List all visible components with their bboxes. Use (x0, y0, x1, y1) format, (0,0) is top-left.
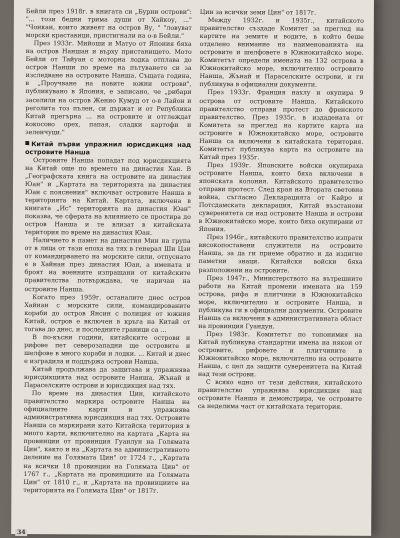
right-column (197, 9, 364, 522)
section-heading-text: Китай първи упражнил юрисдикция над островите Нанша (25, 139, 192, 157)
paragraph: През 1933г. Франция нахлу и окупира 9 острова от островите Нанша. Китайското правителство отправи протест до френското правителство. През 1935г. в издадената от Комитета за преглед на картите карта на островите в Южнокитайско море, островите Нанша са включени в китайската територия. Комитетът публикува карта на островите на Китай през 1935г. (199, 89, 364, 162)
bullet-square-icon (25, 141, 29, 145)
left-column (23, 8, 192, 514)
paragraph: През 1983г. Комитетът по топонимия на Китай публикува стандартни имена на някои от островите, рифовете и плитчините в Южнокитайско море, включително на островите Нанша, с цел да защити суверенитета на Китай над тези острови. (197, 330, 363, 379)
paragraph: С всяко едно от тези действия, китайското правителство упражнява юрисдикция над островите Нанша и демонстрира, че островите са неделима част от китайската територия. (197, 379, 362, 412)
section-heading (25, 140, 191, 157)
paragraph: През 1939г. Японските войски окупираха островите Нанша, които бяха включени в японската колония. Китайското правителство отправи протест. След края на Втората световна война, съгласно Декларацията от Кайро и Потсдамската декларация, Китай възстанови суверенитета си над островите Нанша и острови в Южнокитайско море, които бяха окупирани от Япония. (198, 161, 364, 234)
page-number: 34 (17, 529, 26, 537)
paragraph: В по-късни години, китайските острови и рифове пет северозападни ще островите и шелфове в много кораби и лодки. ... Китай и днес е изградила и поддържа острови Нанша. (24, 333, 191, 366)
paragraph: Цин за всички земи Цин" от 1817г. (199, 8, 317, 17)
paragraph: Бейли през 1918г. в книгата си „Бурни острови": "... този бедни трима души от Хайкоу, ..." "Чонкан, които живеят на остров Ву, " "ловуват морски краставици, пристигнали на о-в Бейли." (25, 8, 192, 41)
paragraph: През 1947г., Министерството на вътрешните работи на Китай промени имената на 159 острова, рифа и плитчини в Южнокитайско море, включително и островите Нанша, и публикува ги в официални документи. Островите Нанша са включени в административната област на провинция Гуандун. (198, 274, 363, 331)
book-page (11, 0, 374, 536)
paragraph: Между 1932г. и 1935г., китайското правителство създаде Комитет за преглед на картите на земите и водите, в който беше отделено внимание на наименованията на островите и шелфовете в Южнокитайско море. Комитетът определи имената на 132 острова в Южнокитайско море, включително островите Нанша, Жънай и Параселските острови, и ги публикува в официални документи. (199, 17, 364, 90)
paragraph: Когато през 1959г. останалите днес остров Хайнан с морските сили, командированите кораби до остров Янсин с полиция от южния Китай, остров е включен в кръга на Китай от тогава до днес, и последните граници са ... (24, 293, 191, 334)
paragraph: Китай продължава да защитава и упражнява юрисдикцията над островите Нанша, Жънай и Параселските острови и юрисдикция над тях. (23, 366, 191, 390)
paragraph: По време на династия Цин, китайското правителство маркира островите Нанша на официалните карти и упражнява административна юрисдикция над тях. Островите Нанша са маркирани като Китайска територия в много карти, включително на картата „Карта на провинции от провинция Гуанлун на Голямата Цин", както и на „Картата на административното деление на Голямата Цин" от 1724 г., „Картата на всички 18 провинции на Голямата Цин" от 1767 г., „Картата на провинциите на Голямата Цин" от 1810 г., и „Картата на провинциите на територията на Голямата Цин" от 1817г. (23, 390, 190, 495)
paragraph: Наличието в памет на династия Мин на група от в лица от тази епоха на тях в генерал Ши Цзи от командирването на морските сили, отпуснато е в Хайнан през династия Юан, а имената и броят на военните изпращани от китайските правителства потвърждава, че наричан на островите Нанша. (24, 237, 191, 293)
paragraph: През 1933г. Мийоши и Матуо от Япония бяха на остров Наншан и върху пристанището. Мото Бейли от Тайуан с моторна лодка отплава до остров Нанши по време на пътуването си за изследване на островите Нанша. Същата година, в „Проучване на новите южни острови", публикувано в Япония, е записано, че „рибари заселили на остров Женио Кумуд от о-в Лайон и реголита тоз пълен, си държат и от Република Китай прегърна ... на островите и отглеждат кокосово орех, папая, сладки картофи и зеленчуци." (25, 40, 192, 136)
paragraph: През 1946г., китайското правителство изпрати високопоставени служители на островите Нанша, за да ги приеме обратно и да издигне паметни знаци. Китайски войски бяха разположени на островите. (198, 234, 363, 274)
paragraph: Островите Нанша попадат под юрисдикцията на Китай още по времето на династия Хан. В „Географската книга на островите на династия Юан" и „Картата на територията на династия Юан с пояснения" включват островите Нанша в територията на Китай. Картата, включена в книгата „Ис" територията на династия Юан" показва, че сферата на влиянието се простира до остров Нанша и те влизат в китайската територия по време на династия Юан. (24, 156, 192, 237)
